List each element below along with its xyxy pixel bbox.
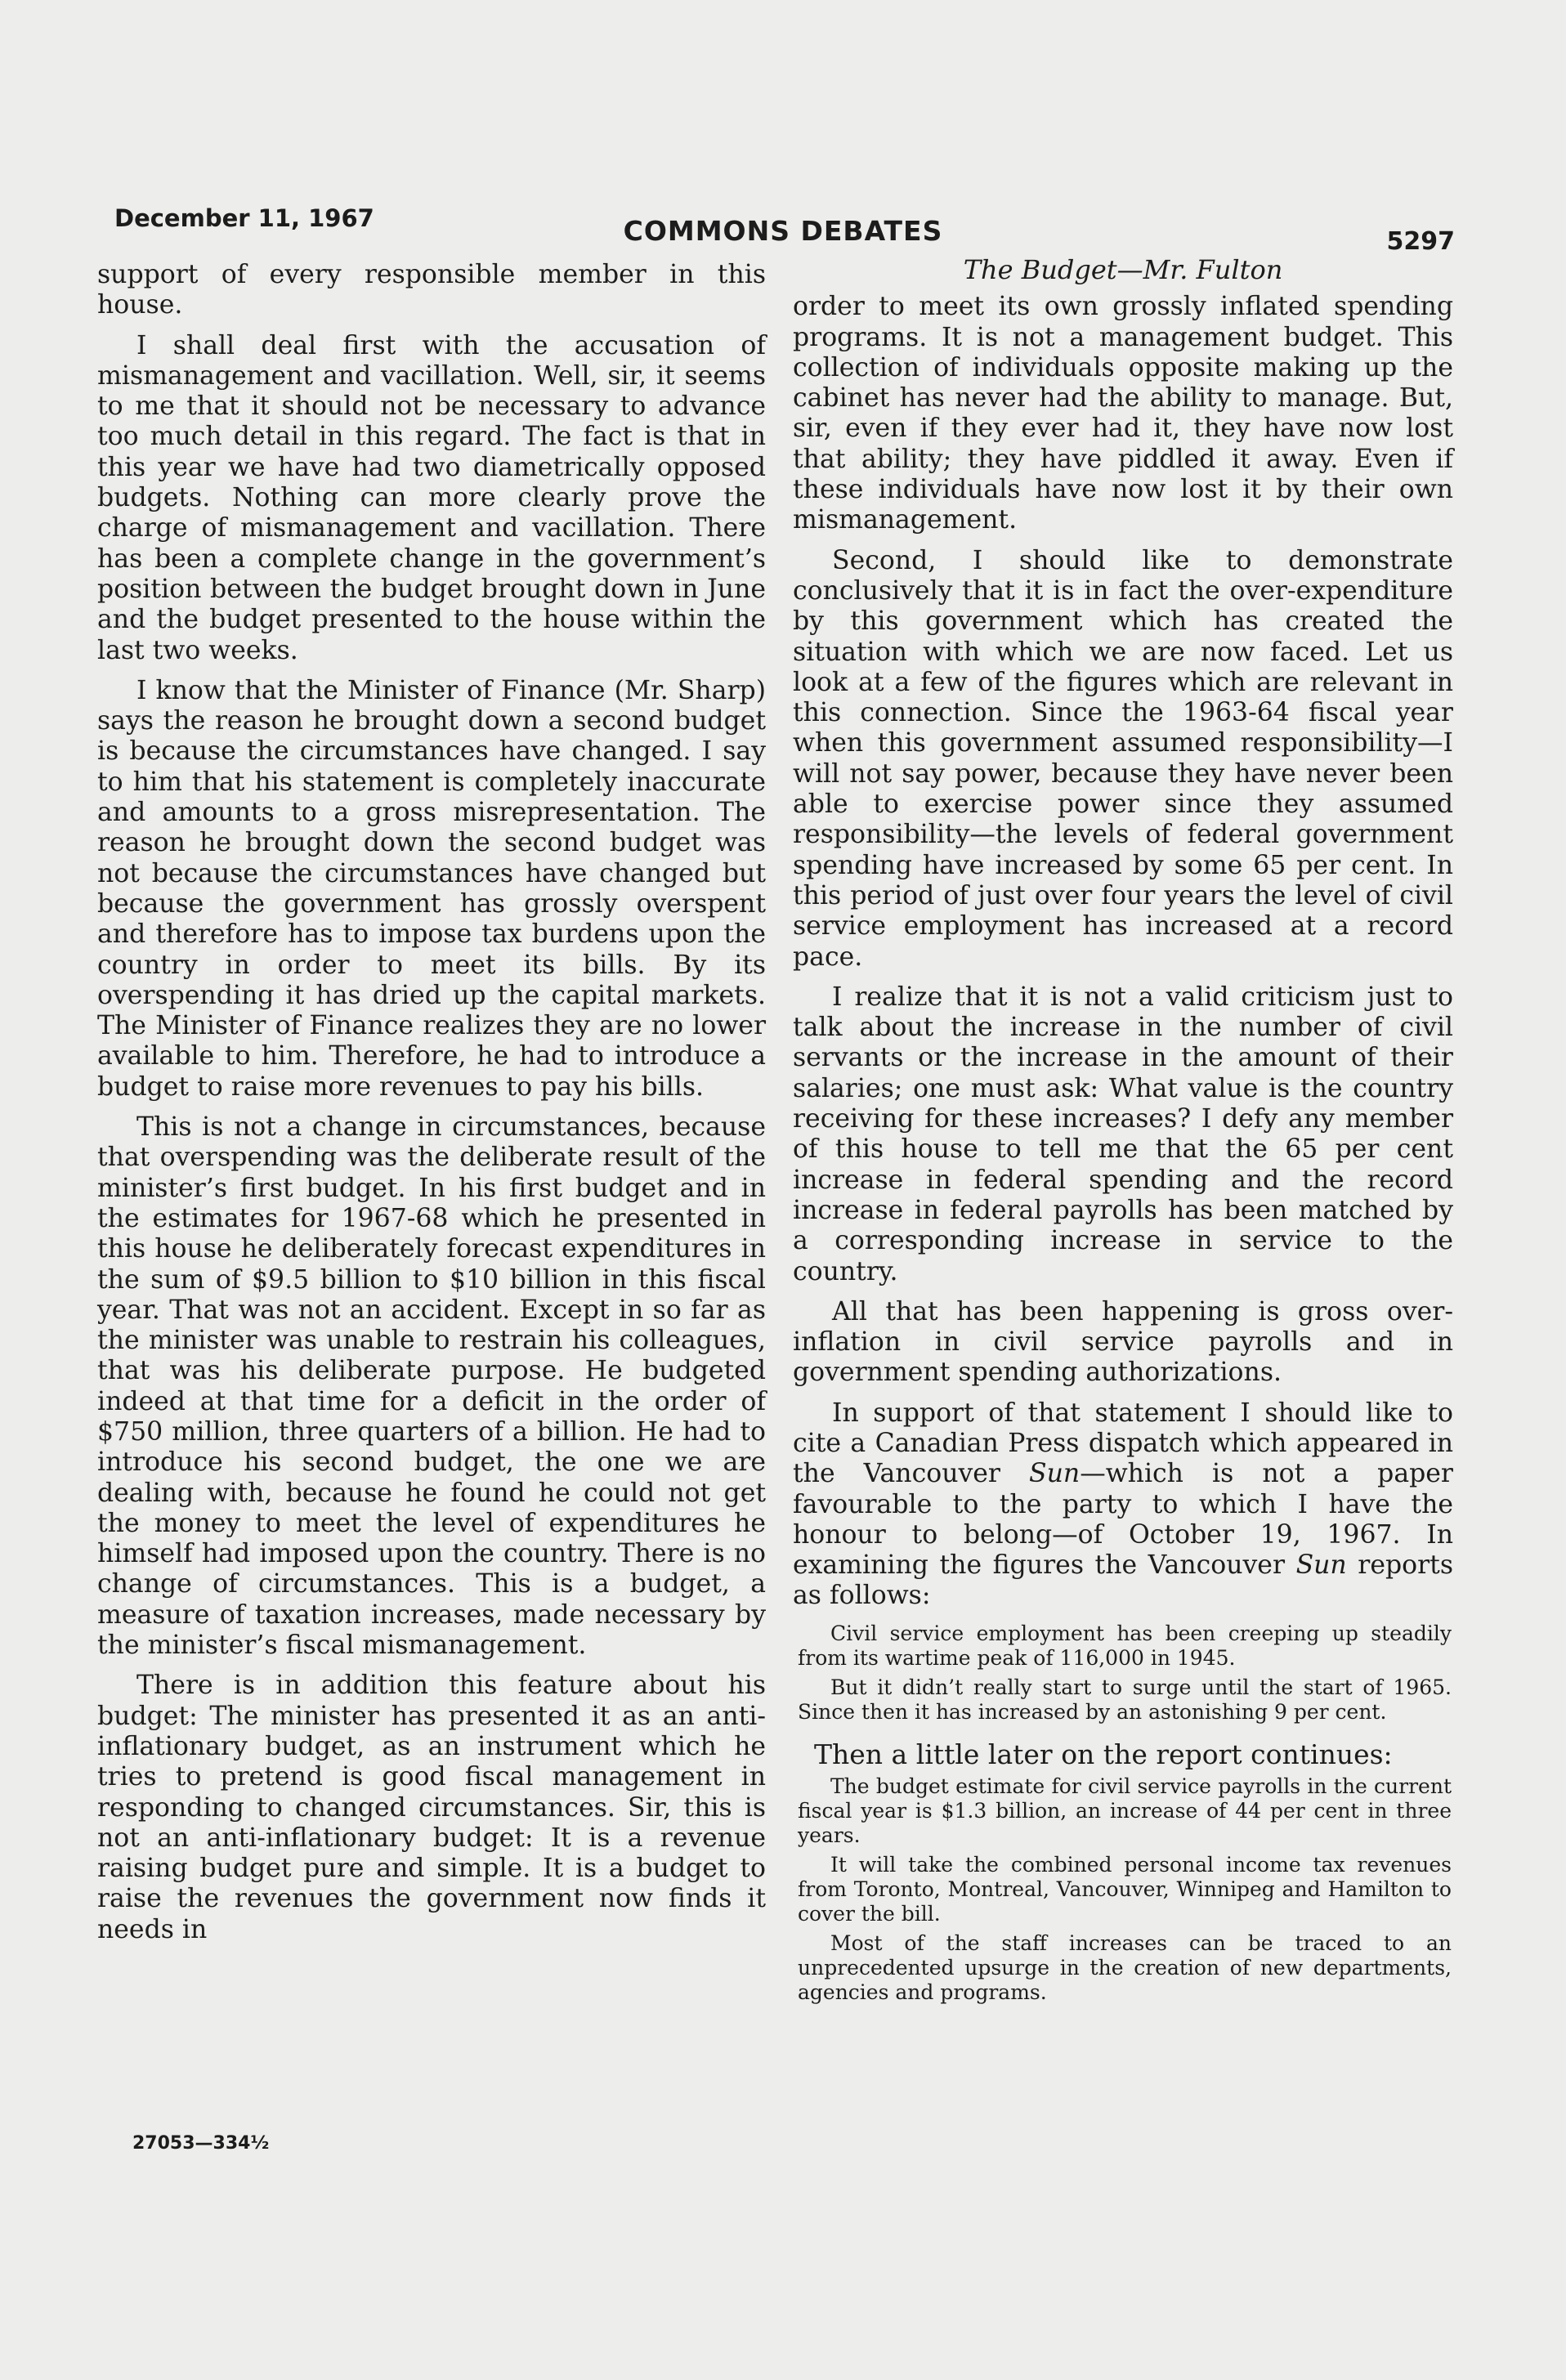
quote-paragraph: Most of the staff increases can be traced to an unprecedented upsurge in the creation of new departments, agencies and programs. <box>798 1931 1452 2005</box>
paragraph: Then a little later on the report continues: <box>814 1738 1393 1770</box>
newspaper-name: Sun <box>1295 1550 1347 1581</box>
paragraph: I realize that it is not a valid criticism just to talk about the increase in the number of civil servants or the increase in the amount of their salaries; one must ask: What value is the country receiving for these increases? I defy any member of this house to tell me that the 65 per cent increase in federal spending and the record increase in federal payrolls has been matched by a corresponding increase in service to the country. <box>793 982 1453 1286</box>
left-column <box>97 260 766 1955</box>
right-column <box>793 255 1453 2013</box>
running-head: The Budget—Mr. Fulton <box>963 254 1283 285</box>
header-title: COMMONS DEBATES <box>623 215 943 247</box>
quote-paragraph: The budget estimate for civil service payrolls in the current fiscal year is $1.3 billion, an increase of 44 per cent in three years. <box>798 1774 1452 1848</box>
block-quote <box>793 1774 1453 2005</box>
paragraph: All that has been happening is gross over-inflation in civil service payrolls and in government spending authorizations. <box>793 1296 1453 1388</box>
paragraph: order to meet its own grossly inflated spending programs. It is not a management budget. This collection of individuals opposite making up the cabinet has never had the ability to manage. But, sir, even if they ever had it, they have now lost that ability; they have piddled it away. Even if these individuals have now lost it by their own mismanagement. <box>793 292 1453 535</box>
paragraph: I know that the Minister of Finance (Mr. Sharp) says the reason he brought down a second budget is because the circumstances have changed. I say to him that his statement is completely inaccurate and amounts to a gross misrepresentation. The reason he brought down the second budget was not because the circumstances have changed but because the government has grossly overspent and therefore has to impose tax burdens upon the country in order to meet its bills. By its overspending it has dried up the capital markets. The Minister of Finance realizes they are no lower available to him. Therefore, he had to introduce a budget to raise more revenues to pay his bills. <box>97 675 766 1102</box>
paragraph: Second, I should like to demonstrate conclusively that it is in fact the over-expenditure by this government which has created the situation with which we are now faced. Let us look at a few of the figures which are relevant in this connection. Since the 1963-64 fiscal year when this government assumed responsibility—I will not say power, because they have never been able to exercise power since they assumed responsibility—the levels of federal government spending have increased by some 65 per cent. In this period of just over four years the level of civil service employment has increased at a record pace. <box>793 545 1453 972</box>
paragraph: I shall deal first with the accusation of mismanagement and vacillation. Well, sir, it seems to me that it should not be necessary to advance too much detail in this regard. The fact is that in this year we have had two diametrically opposed budgets. Nothing can more clearly prove the charge of mismanagement and vacillation. There has been a complete change in the government’s position between the budget brought down in June and the budget presented to the house within the last two weeks. <box>97 330 766 665</box>
paragraph: support of every responsible member in this house. <box>97 260 766 320</box>
paragraph: There is in addition this feature about his budget: The minister has presented it as an anti-inflationary budget, as an instrument which he tries to pretend is good fiscal management in responding to changed circumstances. Sir, this is not an anti-inflationary budget: It is a revenue raising budget pure and simple. It is a budget to raise the revenues the government now finds it needs in <box>97 1671 766 1944</box>
block-quote <box>793 1622 1453 1725</box>
newspaper-name: Sun <box>1029 1459 1081 1489</box>
page-number: 5297 <box>1386 227 1455 256</box>
text-run: In support of that statement I should like to cite a Canadian Press dispatch which appeared in the Vancouver <box>793 1398 1453 1489</box>
paragraph: This is not a change in circumstances, because that overspending was the deliberate result of the minister’s first budget. In his first budget and in the estimates for 1967-68 which he presented in this house he deliberately forecast expenditures in the sum of $9.5 billion to $10 billion in this fiscal year. That was not an accident. Except in so far as the minister was unable to restrain his colleagues, that was his deliberate purpose. He budgeted indeed at that time for a deficit in the order of $750 million, three quarters of a billion. He had to introduce his second budget, the one we are dealing with, because he found he could not get the money to meet the level of expenditures he himself had imposed upon the country. There is no change of circumstances. This is a budget, a measure of taxation increases, made necessary by the minister’s fiscal mismanagement. <box>97 1112 766 1661</box>
quote-paragraph: It will take the combined personal income tax revenues from Toronto, Montreal, Vancouver, Winnipeg and Hamilton to cover the bill. <box>798 1853 1452 1926</box>
header-date: December 11, 1967 <box>114 204 374 232</box>
paragraph <box>793 1398 1453 1612</box>
text-run: —which is not a paper favourable to the party to which I have the honour to belong—of October 19, 1967. In examining the figures the Vancouver <box>793 1459 1453 1581</box>
quote-paragraph: Civil service employment has been creeping up steadily from its wartime peak of 116,000 in 1945. <box>798 1621 1452 1670</box>
footer-code: 27053—334½ <box>132 2133 270 2154</box>
text-run: reports as follows: <box>793 1550 1453 1611</box>
quote-paragraph: But it didn’t really start to surge until the start of 1965. Since then it has increased by an astonishing 9 per cent. <box>798 1675 1452 1724</box>
